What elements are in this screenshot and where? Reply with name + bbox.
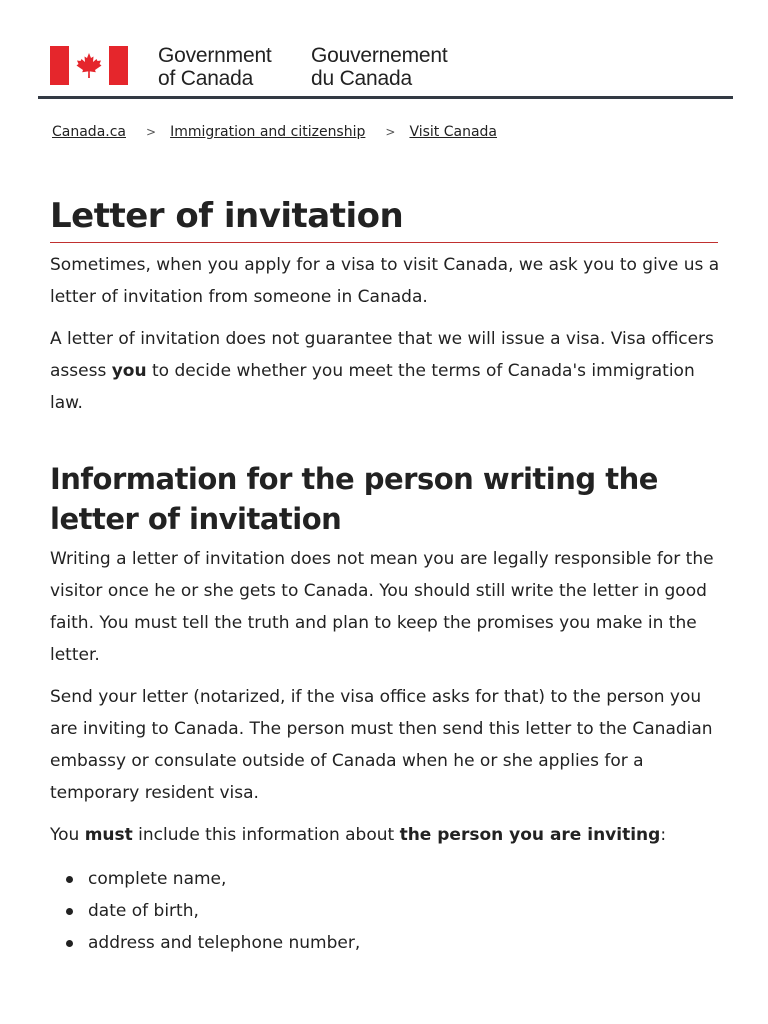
required-info-list bbox=[50, 863, 720, 959]
breadcrumb-canada-ca[interactable]: Canada.ca bbox=[52, 124, 126, 140]
breadcrumb-immigration-citizenship[interactable]: Immigration and citizenship bbox=[170, 124, 366, 140]
breadcrumb-visit-canada[interactable]: Visit Canada bbox=[409, 124, 498, 140]
main-content bbox=[50, 194, 720, 959]
p3-bold-must: must bbox=[84, 825, 133, 845]
list-item: address and telephone number, bbox=[88, 927, 720, 959]
p3-text-e: : bbox=[660, 825, 667, 845]
section-paragraph-2: Send your letter (notarized, if the visa office asks for that) to the person you are inviting to Canada. The person must then send this letter to the Canadian embassy or consulate outside of Canada when he or she applies for a temporary resident visa. bbox=[50, 687, 713, 803]
list-item: complete name, bbox=[88, 863, 720, 895]
wordmark-english[interactable] bbox=[158, 44, 272, 90]
wordmark-en-line-2: of Canada bbox=[158, 67, 254, 90]
flag-left-bar bbox=[50, 46, 69, 85]
p3-text-c: include this information about bbox=[132, 825, 400, 845]
section-paragraph-1: Writing a letter of invitation does not mean you are legally responsible for the visitor once he or she gets to Canada. You should still write the letter in good faith. You must tell the truth and plan to keep the promises you make in the letter. bbox=[50, 549, 714, 665]
wordmark-en-line-1: Government bbox=[158, 44, 272, 67]
p3-bold-person: the person you are inviting bbox=[399, 825, 661, 845]
site-header bbox=[0, 0, 768, 98]
intro-paragraph-2 bbox=[50, 323, 720, 419]
wordmark-fr-line-1: Gouvernement bbox=[311, 44, 448, 67]
flag-right-bar bbox=[109, 46, 128, 85]
intro-2-bold-you: you bbox=[111, 361, 147, 381]
canada-flag-icon[interactable] bbox=[50, 46, 128, 85]
wordmark-fr-line-2: du Canada bbox=[311, 67, 412, 90]
maple-leaf-icon bbox=[74, 51, 104, 81]
p3-text-a: You bbox=[50, 825, 85, 845]
intro-2-text-b: to decide whether you meet the terms of Canada's immigration law. bbox=[50, 361, 695, 413]
breadcrumb bbox=[52, 124, 497, 140]
breadcrumb-separator: > bbox=[146, 125, 157, 139]
list-item: date of birth, bbox=[88, 895, 720, 927]
section-paragraph-3 bbox=[50, 819, 720, 851]
wordmark-french[interactable] bbox=[311, 44, 448, 90]
breadcrumb-separator: > bbox=[385, 125, 396, 139]
intro-paragraph-1: Sometimes, when you apply for a visa to visit Canada, we ask you to give us a letter of invitation from someone in Canada. bbox=[50, 255, 720, 307]
title-underline bbox=[50, 242, 718, 243]
section-heading: Information for the person writing the letter of invitation bbox=[50, 462, 658, 536]
flag-center bbox=[69, 46, 109, 85]
header-divider bbox=[38, 96, 733, 99]
page-title: Letter of invitation bbox=[50, 196, 404, 236]
intro-2-text-a: A letter of invitation does not guarantee that we will issue a visa. Visa officers assess bbox=[50, 329, 714, 381]
